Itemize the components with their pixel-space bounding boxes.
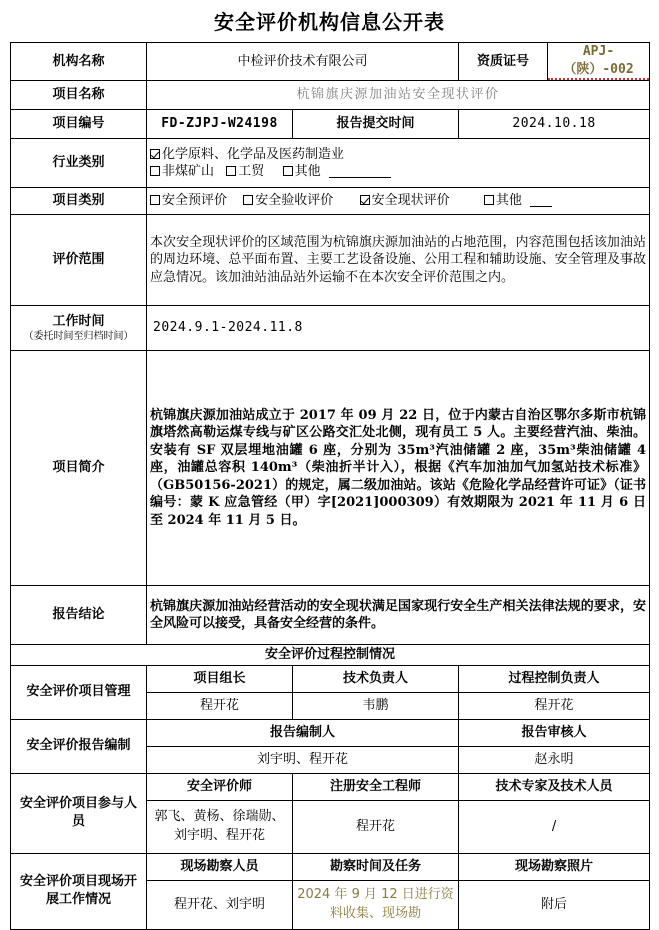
table-row-work-time: [11, 306, 650, 351]
header-survey-photos: 现场勘察照片: [459, 853, 650, 880]
header-safety-assessor: 安全评价师: [147, 773, 293, 800]
value-intro: 杭锦旗庆源加油站成立于 2017 年 09 月 22 日，位于内蒙古自治区鄂尔多斯市杭锦旗塔然高勒运煤专线与矿区公路交汇处北侧，现有员工 5 人。主要经营汽油、柴油。安装有 SF 双层埋地油罐 6 座，分别为 35m³汽油储罐 2 座，35m³柴油储罐 4 座，油罐总容积 140m³（柴油折半计入），根据《汽车加油加气加氢站技术标准》（GB50156-2021）的规定，属二级加油站。该站《危险化学品经营许可证》（证书编号：蒙 K 应急管经（甲）字[2021]000309）有效期限为 2021 年 11 月 6 日至 2024 年 11 月 5 日。: [147, 351, 650, 586]
table-row-project-type: [11, 188, 650, 215]
page-title: 安全评价机构信息公开表: [214, 10, 445, 34]
checkbox-industry-chemical[interactable]: [150, 149, 160, 159]
label-scope: 评价范围: [11, 215, 147, 306]
table-row-intro: [11, 351, 650, 586]
project-type-label-2: 安全现状评价: [371, 193, 450, 209]
value-work-time: 2024.9.1-2024.11.8: [147, 306, 650, 351]
industry-options: [147, 139, 650, 188]
project-type-options: [147, 188, 650, 215]
label-submit-time: 报告提交时间: [293, 110, 459, 139]
label-work-time-sub: （委托时间至归档时间）: [23, 331, 134, 343]
value-cert-no: APJ-（陕）-002: [548, 43, 649, 80]
table-row-project-name: [11, 81, 650, 110]
value-survey-time-task: 2024 年 9 月 12 日进行资料收集、现场勘: [293, 880, 459, 929]
value-survey-photos: 附后: [459, 880, 650, 929]
table-row-fieldwork-headers: [11, 853, 650, 880]
checkbox-type-other[interactable]: [484, 195, 494, 205]
table-row-org-name: [11, 43, 650, 81]
label-org-name: 机构名称: [11, 43, 147, 81]
section-title-process: 安全评价过程控制情况: [11, 645, 650, 666]
table-row-process-section: [11, 645, 650, 666]
label-work-time: [11, 306, 147, 351]
table-row-project-no: [11, 110, 650, 139]
checkbox-industry-trade[interactable]: [226, 166, 236, 176]
label-industry: 行业类别: [11, 139, 147, 188]
table-row-conclusion: [11, 586, 650, 645]
industry-option-label-2: 工贸: [238, 164, 265, 180]
checkbox-type-status-eval[interactable]: [360, 195, 370, 205]
value-report-reviewer: 赵永明: [459, 746, 650, 773]
project-type-label-3: 其他: [495, 193, 522, 209]
value-org-name: 中检评价技术有限公司: [147, 43, 459, 81]
checkbox-type-pre-eval[interactable]: [150, 195, 160, 205]
label-project-name: 项目名称: [11, 81, 147, 110]
header-registered-safety-engineer: 注册安全工程师: [293, 773, 459, 800]
label-conclusion: 报告结论: [11, 586, 147, 645]
label-project-type: 项目类别: [11, 188, 147, 215]
industry-option-label-1: 非煤矿山: [162, 164, 215, 180]
header-report-author: 报告编制人: [147, 719, 459, 746]
header-process-control-lead: 过程控制负责人: [459, 665, 650, 692]
value-safety-assessor: 郭飞、黄杨、徐瑞勋、刘宇明、程开花: [147, 800, 293, 853]
value-report-author: 刘宇明、程开花: [147, 746, 459, 773]
value-registered-safety-engineer: 程开花: [293, 800, 459, 853]
header-survey-personnel: 现场勘察人员: [147, 853, 293, 880]
industry-option-label-0: 化学原料、化学品及医药制造业: [162, 146, 345, 162]
value-technical-experts: /: [459, 800, 650, 853]
header-technical-lead: 技术负责人: [293, 665, 459, 692]
project-type-label-0: 安全预评价: [162, 193, 228, 209]
value-technical-lead: 韦鹏: [293, 692, 459, 719]
checkbox-industry-other[interactable]: [283, 166, 293, 176]
label-management: 安全评价项目管理: [11, 665, 147, 719]
label-report-prep: 安全评价报告编制: [11, 719, 147, 773]
industry-option-row-1: [150, 146, 646, 164]
label-project-no: 项目编号: [11, 110, 147, 139]
table-row-report-prep-headers: [11, 719, 650, 746]
industry-other-fill-line[interactable]: [329, 177, 391, 178]
project-type-label-1: 安全验收评价: [255, 193, 334, 209]
header-technical-experts: 技术专家及技术人员: [459, 773, 650, 800]
table-row-management-headers: [11, 665, 650, 692]
table-row-industry: [11, 139, 650, 188]
value-scope: 本次安全现状评价的区域范围为杭锦旗庆源加油站的占地范围，内容范围包括该加油站的周边环境、总平面布置、主要工艺设备设施、公用工程和辅助设施、安全管理及事故应急情况。该加油站油品站外运输不在本次安全评价范围之内。: [147, 215, 650, 306]
checkbox-type-acceptance-eval[interactable]: [243, 195, 253, 205]
info-table: [10, 42, 650, 930]
industry-option-label-3: 其他: [294, 164, 321, 180]
label-cert-no-text: 资质证号: [459, 43, 548, 80]
value-project-name: 杭锦旗庆源加油站安全现状评价: [147, 81, 650, 110]
value-conclusion: 杭锦旗庆源加油站经营活动的安全现状满足国家现行安全生产相关法律法规的要求，安全风险可以接受，具备安全经营的条件。: [147, 586, 650, 645]
industry-option-row-2: [150, 163, 646, 181]
table-row-participants-headers: [11, 773, 650, 800]
header-survey-time-task: 勘察时间及任务: [293, 853, 459, 880]
label-cert-no: [459, 43, 650, 81]
checkbox-industry-noncoal-mine[interactable]: [150, 166, 160, 176]
label-work-time-main: 工作时间: [52, 313, 105, 329]
project-type-other-fill-line[interactable]: [530, 206, 552, 207]
label-intro: 项目简介: [11, 351, 147, 586]
header-project-leader: 项目组长: [147, 665, 293, 692]
table-row-scope: [11, 215, 650, 306]
header-report-reviewer: 报告审核人: [459, 719, 650, 746]
value-project-leader: 程开花: [147, 692, 293, 719]
value-project-no: FD-ZJPJ-W24198: [147, 110, 293, 139]
value-process-control-lead: 程开花: [459, 692, 650, 719]
value-submit-time: 2024.10.18: [459, 110, 650, 139]
value-survey-personnel: 程开花、刘宇明: [147, 880, 293, 929]
label-participants: 安全评价项目参与人员: [11, 773, 147, 853]
label-fieldwork: 安全评价项目现场开展工作情况: [11, 853, 147, 929]
